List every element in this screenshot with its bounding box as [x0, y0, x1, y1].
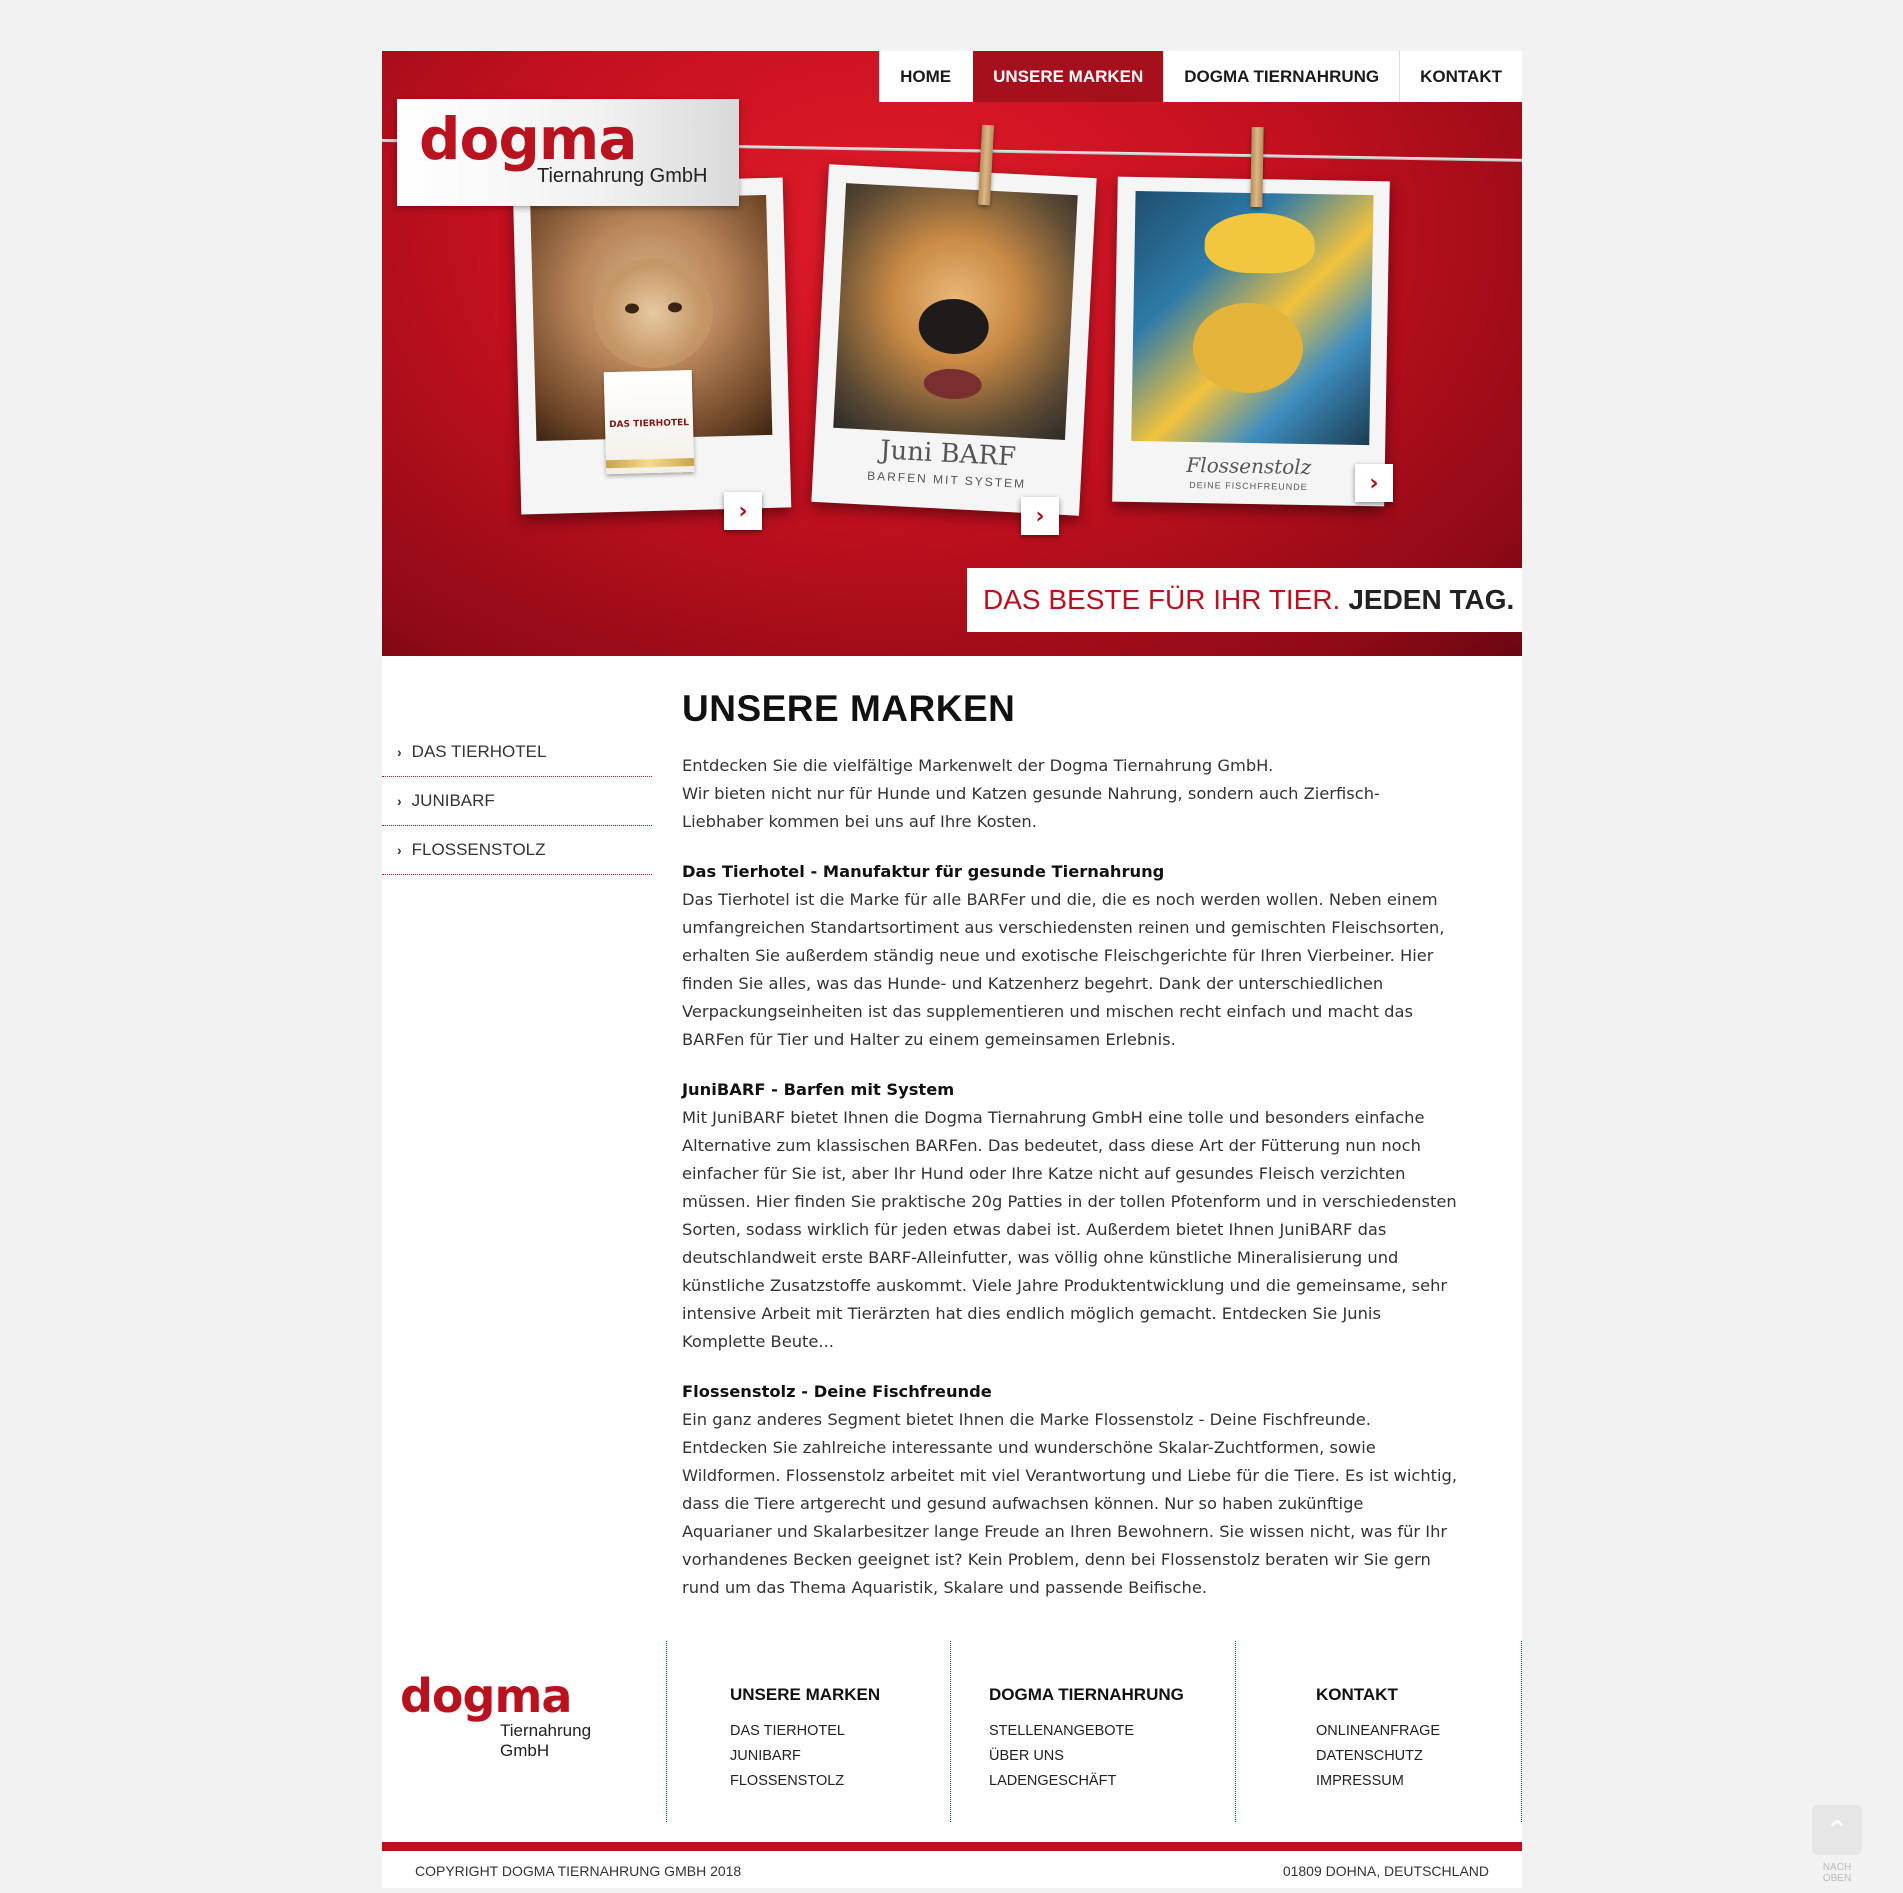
brand-card-flossenstolz[interactable]: [1112, 177, 1390, 507]
slogan-red: DAS BESTE FÜR IHR TIER.: [983, 584, 1341, 615]
back-to-top-button[interactable]: [1812, 1805, 1862, 1855]
footer-links: [730, 1719, 845, 1794]
copyright-text: COPYRIGHT DOGMA TIERNAHRUNG GMBH 2018: [415, 1863, 742, 1879]
nav-kontakt[interactable]: KONTAKT: [1399, 51, 1522, 102]
main-article: [682, 688, 1512, 1624]
text-line: vorhandenes Becken geeignet ist? Kein Problem, denn bei Flossenstolz beraten wir Sie gern: [682, 1550, 1431, 1569]
intro-paragraph: [682, 752, 1512, 836]
footer-column-dogma: [950, 1641, 1236, 1822]
brand-card-junibarf[interactable]: [811, 164, 1096, 516]
nav-home[interactable]: HOME: [879, 51, 973, 102]
footer-accent-bar: [382, 1842, 1522, 1851]
footer-logo-wordmark: dogma: [400, 1669, 572, 1723]
sidebar-item-tierhotel[interactable]: [382, 728, 652, 777]
slogan-dark: JEDEN TAG.: [1348, 584, 1515, 615]
section-junibarf: [682, 1076, 1512, 1356]
text-line: umfangreichen Standartsortiment aus verschiedensten reinen und gemischten Fleischsorten,: [682, 918, 1445, 937]
junibarf-logo: Juni BARF: [879, 435, 1017, 473]
text-line: erhalten Sie außerdem ständig neue und exotische Fleischgerichte für Ihren Vierbeiner. Hier: [682, 946, 1434, 965]
site-footer: [382, 1641, 1522, 1853]
chevron-right-icon: ›: [397, 793, 402, 809]
text-line: intensive Arbeit mit Tierärzten hat dies endlich möglich gemacht. Entdecken Sie Junis: [682, 1304, 1381, 1323]
text-line: Sorten, sodass wirklich für jeden etwas dabei ist. Außerdem bietet Ihnen JuniBARF das: [682, 1220, 1387, 1239]
nav-dogma-tiernahrung[interactable]: DOGMA TIERNAHRUNG: [1163, 51, 1399, 102]
text-line: finden Sie alles, was das Hunde- und Katzenherz begehrt. Dank der unterschiedlichen: [682, 974, 1384, 993]
section-heading: JuniBARF - Barfen mit System: [682, 1080, 955, 1099]
sidebar-item-label: FLOSSENSTOLZ: [411, 840, 546, 859]
brand-card-tierhotel[interactable]: [513, 178, 792, 515]
nav-unsere-marken[interactable]: UNSERE MARKEN: [973, 51, 1163, 102]
address-text: 01809 DOHNA, DEUTSCHLAND: [1282, 1863, 1489, 1879]
chevron-right-icon[interactable]: ›: [724, 492, 762, 530]
text-line: Wir bieten nicht nur für Hunde und Katzen gesunde Nahrung, sondern auch Zierfisch-: [682, 784, 1380, 803]
text-line: Entdecken Sie zahlreiche interessante und wunderschöne Skalar-Zuchtformen, sowie: [682, 1438, 1376, 1457]
text-line: Aquarianer und Skalarbesitzer lange Freude an Ihren Bewohnern. Sie wissen nicht, was für Ihr: [682, 1522, 1448, 1541]
text-line: Verpackungseinheiten ist das supplementieren und mischen recht einfach und macht das: [682, 1002, 1413, 1021]
page-container: [382, 51, 1522, 1888]
chevron-right-icon: ›: [397, 842, 402, 858]
main-navigation: [879, 51, 1522, 102]
sidebar-navigation: [382, 728, 652, 875]
sidebar-item-junibarf[interactable]: [382, 777, 652, 826]
footer-link[interactable]: LADENGESCHÄFT: [989, 1773, 1117, 1789]
back-to-top-label-line: OBEN: [1822, 1873, 1852, 1884]
chevron-right-icon[interactable]: ›: [1021, 497, 1059, 535]
chevron-right-icon: ›: [397, 744, 402, 760]
section-heading: Das Tierhotel - Manufaktur für gesunde Tiernahrung: [682, 862, 1165, 881]
chevron-right-icon[interactable]: ›: [1355, 464, 1393, 502]
section-tierhotel: [682, 858, 1512, 1054]
text-line: deutschlandweit erste BARF-Alleinfutter, was völlig ohne künstliche Mineralisierung und: [682, 1248, 1399, 1267]
text-line: rund um das Thema Aquaristik, Skalare und passende Beifische.: [682, 1578, 1208, 1597]
hero-banner: [382, 51, 1522, 656]
section-flossenstolz: [682, 1378, 1512, 1602]
text-line: Alternative zum klassischen BARFen. Das bedeutet, dass diese Art der Fütterung nun noch: [682, 1136, 1421, 1155]
text-line: Entdecken Sie die vielfältige Markenwelt der Dogma Tiernahrung GmbH.: [682, 756, 1274, 775]
logo-subtitle: Tiernahrung GmbH: [537, 165, 708, 187]
tierhotel-badge: [604, 370, 695, 474]
footer-logo[interactable]: [400, 1669, 640, 1760]
page-title: UNSERE MARKEN: [682, 688, 1016, 729]
junibarf-tagline: BARFEN MIT SYSTEM: [866, 468, 1027, 491]
footer-links: [1316, 1719, 1440, 1794]
footer-link[interactable]: STELLENANGEBOTE: [989, 1723, 1135, 1739]
text-line: Liebhaber kommen bei uns auf Ihre Kosten.: [682, 812, 1037, 831]
flossenstolz-logo: Flossenstolz: [1186, 452, 1312, 480]
site-logo[interactable]: [397, 99, 739, 206]
badge-caption: DAS TIERHOTEL: [609, 418, 690, 431]
text-line: Wildformen. Flossenstolz arbeitet mit viel Verantwortung und Liebe für die Tiere. Es ist wichtig,: [682, 1466, 1458, 1485]
sidebar-item-label: DAS TIERHOTEL: [411, 742, 547, 761]
fish-shape-top: [1204, 212, 1315, 274]
footer-links: [989, 1719, 1134, 1794]
chevron-up-icon: ⌃: [1825, 1813, 1849, 1847]
copyright-bar: [382, 1853, 1522, 1888]
footer-link[interactable]: DAS TIERHOTEL: [730, 1723, 845, 1739]
golden-puppy-photo: [833, 183, 1078, 440]
text-line: Komplette Beute...: [682, 1332, 834, 1351]
dog-face-shape: [592, 256, 715, 369]
footer-link[interactable]: DATENSCHUTZ: [1316, 1748, 1423, 1764]
text-line: Ein ganz anderes Segment bietet Ihnen die Marke Flossenstolz - Deine Fischfreunde.: [682, 1410, 1371, 1429]
footer-link[interactable]: FLOSSENSTOLZ: [730, 1773, 845, 1789]
gold-ribbon: [606, 458, 694, 468]
content-area: [382, 656, 1522, 1641]
footer-column-kontakt: [1235, 1641, 1522, 1822]
back-to-top-label: [1812, 1862, 1862, 1884]
footer-column-marken: [666, 1641, 951, 1822]
text-line: Mit JuniBARF bietet Ihnen die Dogma Tiernahrung GmbH eine tolle und besonders einfache: [682, 1108, 1425, 1127]
footer-link[interactable]: JUNIBARF: [730, 1748, 801, 1764]
text-line: künstliche Zusatzstoffe auskommt. Viele Jahre Produktentwicklung und die gemeinsame, sehr: [682, 1276, 1448, 1295]
text-line: Das Tierhotel ist die Marke für alle BARFer und die, die es noch werden wollen. Neben einem: [682, 890, 1438, 909]
text-line: einfacher für Sie ist, aber Ihr Hund oder Ihre Katze nicht auf gesundes Fleisch verzichten: [682, 1164, 1406, 1183]
clothespin-icon: [1250, 127, 1263, 207]
footer-link[interactable]: ONLINEANFRAGE: [1316, 1723, 1441, 1739]
hero-slogan: [967, 568, 1522, 632]
footer-logo-subtitle: Tiernahrung GmbH: [500, 1721, 592, 1760]
logo-wordmark: dogma: [419, 105, 637, 173]
footer-link[interactable]: IMPRESSUM: [1316, 1773, 1404, 1789]
fish-shape-bottom: [1192, 302, 1304, 394]
text-line: BARFen für Tier und Halter zu einem gemeinsamen Erlebnis.: [682, 1030, 1176, 1049]
angelfish-photo: [1131, 191, 1373, 445]
dog-nose: [917, 297, 990, 356]
footer-link[interactable]: ÜBER UNS: [989, 1748, 1064, 1764]
flossenstolz-tagline: DEINE FISCHFREUNDE: [1189, 479, 1308, 493]
sidebar-item-label: JUNIBARF: [411, 791, 495, 810]
sidebar-item-flossenstolz[interactable]: [382, 826, 652, 875]
footer-column-title: KONTAKT: [1316, 1685, 1398, 1704]
back-to-top-label-line: NACH: [1822, 1862, 1852, 1873]
footer-column-title: DOGMA TIERNAHRUNG: [989, 1685, 1184, 1704]
section-heading: Flossenstolz - Deine Fischfreunde: [682, 1382, 992, 1401]
footer-column-title: UNSERE MARKEN: [730, 1685, 881, 1704]
dog-mouth: [923, 367, 982, 400]
text-line: müssen. Hier finden Sie praktische 20g Patties in der tollen Pfotenform und in verschiedensten: [682, 1192, 1457, 1211]
text-line: dass die Tiere artgerecht und gesund aufwachsen können. Nur so haben zukünftige: [682, 1494, 1364, 1513]
